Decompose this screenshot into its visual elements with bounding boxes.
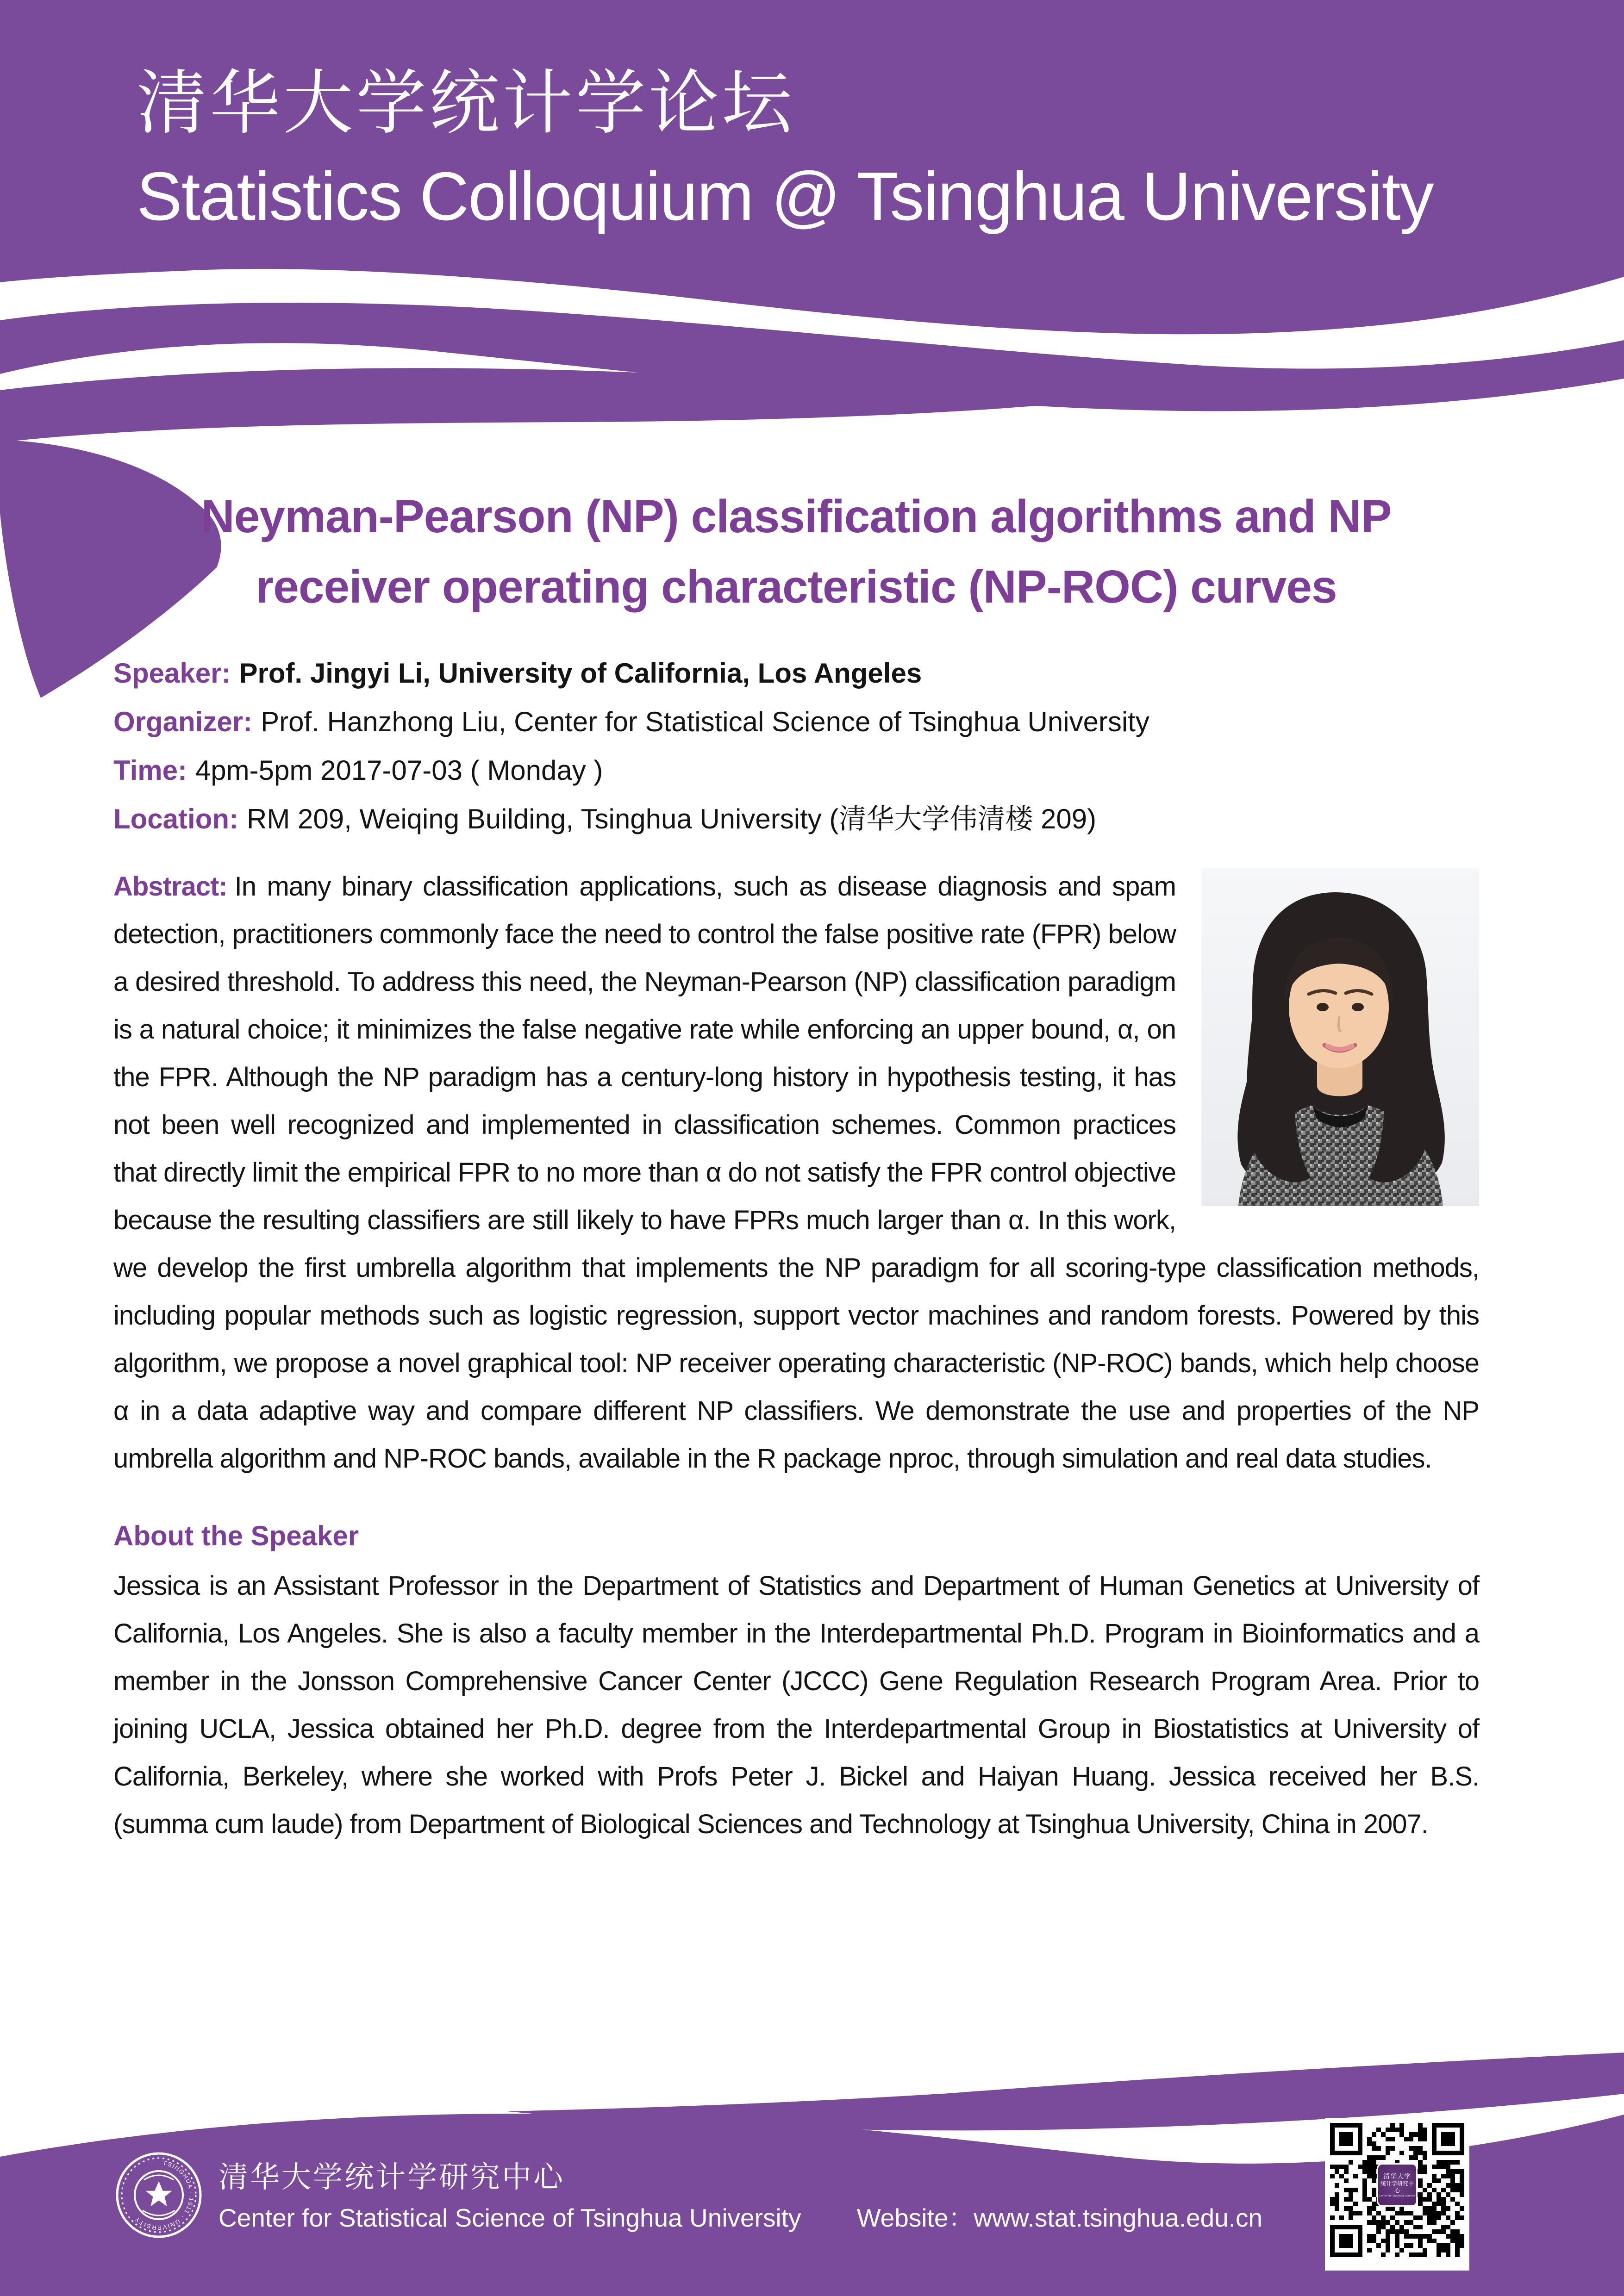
speaker-portrait-illustration xyxy=(1201,868,1479,1206)
speaker-bio-paragraph: Jessica is an Assistant Professor in the Department of Statistics and Department of Human Genetics at University of California, Los Angeles. She is also a faculty member in the Interdepartmental Ph.D. Program in Bioinformatics and a member in the Jonsson Comprehensive Cancer Center (JCCC) Gene Regulation Research Program Area. Prior to joining UCLA, Jessica obtained her Ph.D. degree from the Interdepartmental Group in Biostatistics at University of California, Berkeley, where she worked with Profs Peter J. Bickel and Haiyan Huang. Jessica received her B.S. (summa cum laude) from Department of Biological Sciences and Technology at Tsinghua University, China in 2007. xyxy=(113,1571,1479,1839)
speaker-photo xyxy=(1201,868,1479,1206)
abstract-label: Abstract: xyxy=(113,871,227,902)
qr-badge-line3: Center for Statistical Science xyxy=(1379,2194,1415,2197)
speaker-value: Prof. Jingyi Li, University of California, Los Angeles xyxy=(239,658,922,689)
location-value: RM 209, Weiqing Building, Tsinghua University (清华大学伟清楼 209) xyxy=(246,803,1097,834)
info-row-speaker xyxy=(113,649,1479,697)
time-value: 4pm-5pm 2017-07-03 ( Monday ) xyxy=(195,755,603,786)
qr-center-badge xyxy=(1377,2163,1418,2207)
about-speaker-heading: About the Speaker xyxy=(113,1520,359,1551)
poster-body xyxy=(113,481,1479,1848)
header-title-chinese: 清华大学统计学论坛 xyxy=(137,64,795,143)
footer-org-chinese: 清华大学统计学研究中心 xyxy=(219,2160,565,2194)
location-label: Location: xyxy=(113,803,238,834)
talk-title xyxy=(113,481,1479,622)
info-row-location xyxy=(113,795,1479,843)
footer-website: Website：www.stat.tsinghua.edu.cn xyxy=(856,2203,1263,2232)
wechat-qr-code xyxy=(1325,2118,1469,2271)
talk-title-line1: Neyman-Pearson (NP) classification algorithms and NP xyxy=(201,491,1392,542)
info-row-time xyxy=(113,746,1479,795)
qr-badge-line2: 统计学研究中心 xyxy=(1380,2180,1414,2194)
tsinghua-seal-logo xyxy=(115,2151,203,2239)
seal-ring-text: TSINGHUA · 1911 · UNIVERSITY xyxy=(133,2159,195,2232)
organizer-label: Organizer: xyxy=(113,706,253,737)
speaker-label: Speaker: xyxy=(113,658,231,689)
footer-org-english-line xyxy=(219,2201,1262,2234)
talk-info-list xyxy=(113,649,1479,843)
header-title-english: Statistics Colloquium @ Tsinghua University xyxy=(137,158,1433,235)
organizer-value: Prof. Hanzhong Liu, Center for Statistical Science of Tsinghua University xyxy=(261,706,1149,737)
info-row-organizer xyxy=(113,697,1479,746)
abstract-text: In many binary classification applications, such as disease diagnosis and spam detection, practitioners commonly face the need to control the false positive rate (FPR) below a desired threshold. To address this need, the Neyman-Pearson (NP) classification paradigm is a natural choice; it minimizes the false negative rate while enforcing an upper bound, α, on the FPR. Although the NP paradigm has a century-long history in hypothesis testing, it has not been well recognized and implemented in classification schemes. Common practices that directly limit the empirical FPR to no more than α do not satisfy the FPR control objective because the resulting classifiers are still likely to have FPRs much larger than α. In this work, we develop the first umbrella algorithm that implements the NP paradigm for all scoring-type classification methods, including popular methods such as logistic regression, support vector machines and random forests. Powered by this algorithm, we propose a novel graphical tool: NP receiver operating characteristic (NP-ROC) bands, which help choose α in a data adaptive way and compare different NP classifiers. We demonstrate the use and properties of the NP umbrella algorithm and NP-ROC bands, available in the R package nproc, through simulation and real data studies. xyxy=(113,871,1479,1474)
talk-title-line2: receiver operating characteristic (NP-ROC) curves xyxy=(256,561,1337,613)
time-label: Time: xyxy=(113,755,187,786)
qr-badge-line1: 清华大学 xyxy=(1383,2172,1411,2180)
abstract-paragraph xyxy=(113,863,1479,1482)
footer-org-english: Center for Statistical Science of Tsinghua University xyxy=(219,2203,801,2232)
